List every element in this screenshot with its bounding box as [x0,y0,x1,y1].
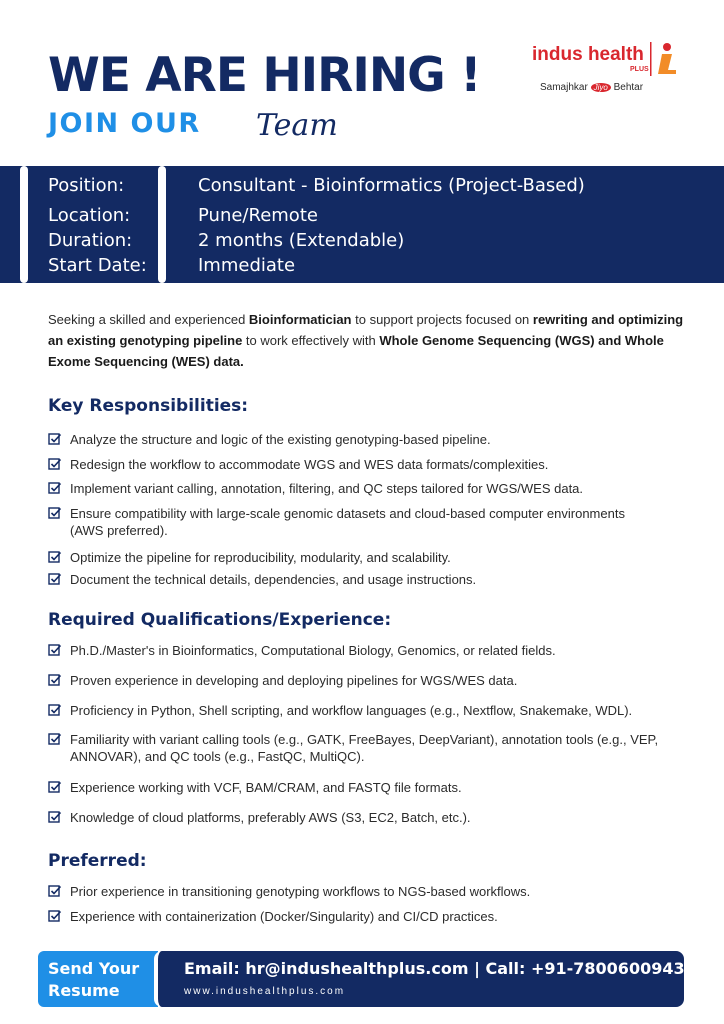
list-item: Knowledge of cloud platforms, preferably AWS (S3, EC2, Batch, etc.). [48,809,698,826]
position-value: Consultant - Bioinformatics (Project-Based) [198,175,585,196]
list-item: Experience working with VCF, BAM/CRAM, and FASTQ file formats. [48,779,698,796]
checkbox-icon [48,643,62,657]
checkbox-icon [48,432,62,446]
list-item: Implement variant calling, annotation, filtering, and QC steps tailored for WGS/WES data. [48,480,698,497]
band-left-notch [20,166,28,283]
checkbox-icon [48,506,62,520]
location-value: Pune/Remote [198,205,318,226]
send-resume-text: Send Your Resume [48,959,140,1000]
website-link[interactable]: www.indushealthplus.com [184,986,346,997]
checkbox-icon [48,457,62,471]
duration-value: 2 months (Extendable) [198,230,405,251]
list-item: Ph.D./Master's in Bioinformatics, Computational Biology, Genomics, or related fields. [48,642,698,659]
logo-brand-text: indus health [532,44,644,65]
checkbox-icon [48,780,62,794]
team-script-text: Team [256,108,338,143]
band-divider [158,166,166,283]
company-logo [532,40,682,100]
logo-tagline: Samajhkar Jiyo Behtar [540,82,644,93]
checkbox-icon [48,884,62,898]
list-item: Redesign the workflow to accommodate WGS and WES data formats/complexities. [48,456,698,473]
duration-label: Duration: [48,230,133,251]
qualifications-heading: Required Qualifications/Experience: [48,610,392,630]
preferred-heading: Preferred: [48,851,147,871]
checkbox-icon [48,732,62,746]
list-item: Prior experience in transitioning genotyping workflows to NGS-based workflows. [48,883,698,900]
start-date-value: Immediate [198,255,296,276]
location-label: Location: [48,205,131,226]
start-date-label: Start Date: [48,255,147,276]
responsibilities-heading: Key Responsibilities: [48,396,249,416]
list-item: Familiarity with variant calling tools (e.g., GATK, FreeBayes, DeepVariant), annotation tools (e.g., VEP, ANNOVAR), and QC tools (e.g., FastQC, MultiQC). [48,731,698,765]
contact-info[interactable]: Email: hr@indushealthplus.com | Call: +91-7800600943 [184,959,685,978]
checkbox-icon [48,550,62,564]
checkbox-icon [48,909,62,923]
hiring-title: WE ARE HIRING ! [48,48,481,103]
checkbox-icon [48,481,62,495]
list-item: Experience with containerization (Docker/Singularity) and CI/CD practices. [48,908,698,925]
list-item: Proven experience in developing and deploying pipelines for WGS/WES data. [48,672,698,689]
logo-plus-text: PLUS [630,66,649,73]
list-item: Optimize the pipeline for reproducibility, modularity, and scalability. [48,549,698,566]
intro-paragraph: Seeking a skilled and experienced Bioinformatician to support projects focused on rewriting and optimizing an existing genotyping pipeline to work effectively with Whole Genome Sequencing (WGS) and Whole Exome Sequencing (WES) data. [48,312,684,369]
list-item: Proficiency in Python, Shell scripting, and workflow languages (e.g., Nextflow, Snakemake, WDL). [48,702,698,719]
list-item: Analyze the structure and logic of the existing genotyping-based pipeline. [48,431,698,448]
logo-person-icon [650,40,680,80]
checkbox-icon [48,703,62,717]
position-label: Position: [48,175,125,196]
list-item: Document the technical details, dependencies, and usage instructions. [48,571,698,588]
list-item: Ensure compatibility with large-scale genomic datasets and cloud-based computer environments (AWS preferred). [48,505,648,539]
checkbox-icon [48,673,62,687]
join-our-text: JOIN OUR [48,108,201,139]
checkbox-icon [48,572,62,586]
checkbox-icon [48,810,62,824]
